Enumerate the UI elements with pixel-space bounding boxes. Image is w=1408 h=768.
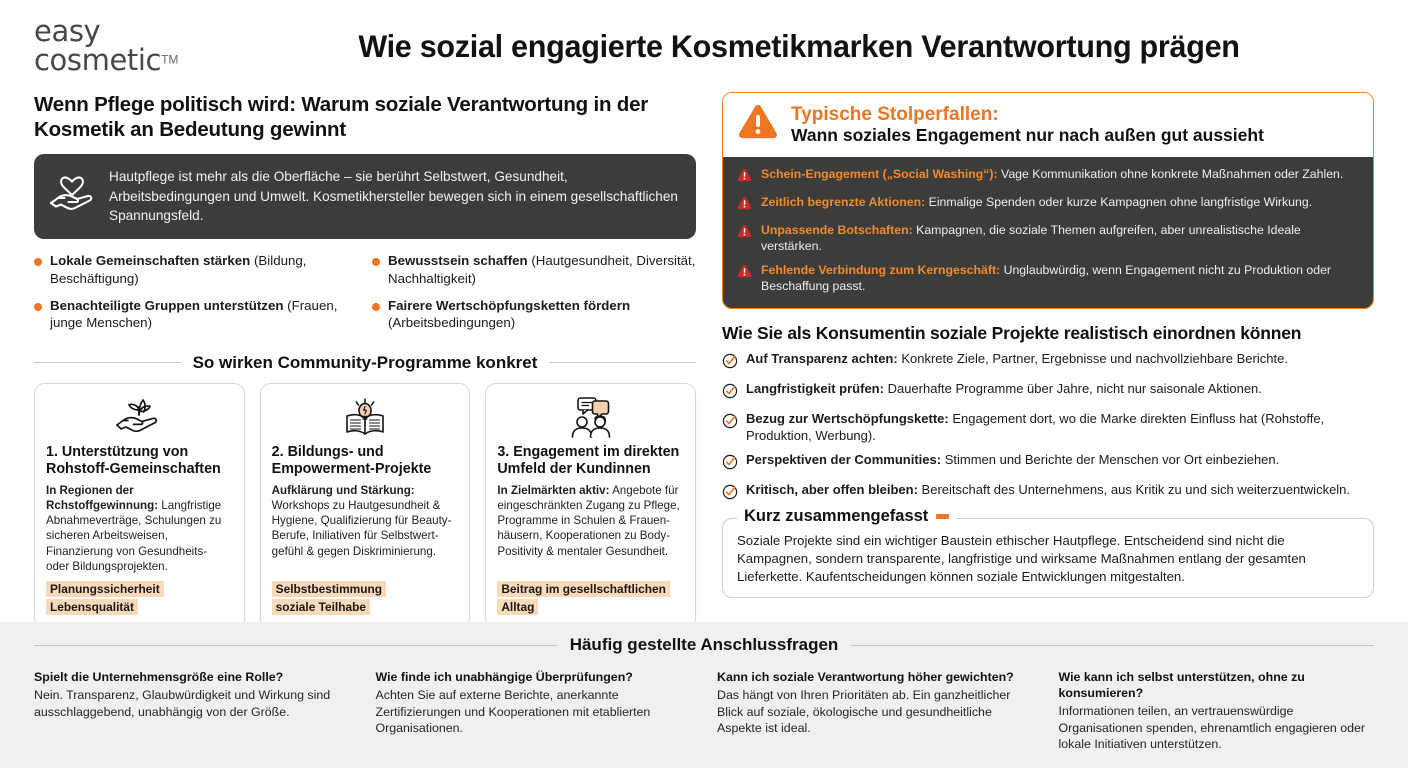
program-card-1 (34, 383, 245, 629)
list-item (737, 194, 1359, 215)
check-bold: Kritisch, aber offen bleiben: (746, 481, 918, 497)
pitfall-bold: Schein-Engagement („Social Washing“): (761, 167, 998, 181)
tag: Lebensqualität (46, 599, 138, 615)
list-item (722, 411, 1374, 445)
benefit-bullets-col-2 (372, 252, 696, 341)
alert-triangle-icon (737, 222, 752, 255)
faq-item (1059, 669, 1375, 753)
tag: Alltag (497, 599, 538, 615)
check-bold: Perspektiven der Communities: (746, 451, 942, 467)
program-card-tags (497, 580, 684, 618)
list-item (737, 262, 1359, 295)
list-item (722, 381, 1374, 404)
bullet-dot-icon (34, 258, 42, 266)
list-item (722, 482, 1374, 505)
program-cards (34, 383, 696, 629)
brand-trademark: TM (161, 52, 179, 67)
benefit-bullets (34, 252, 696, 341)
summary-legend-dash-icon (936, 514, 949, 519)
left-column (34, 92, 696, 616)
bullet-dot-icon (372, 258, 380, 266)
faq-question: Wie finde ich unabhängige Überprüfungen? (375, 670, 633, 684)
tag: Selbstbestimmung (272, 581, 386, 597)
content-area (0, 92, 1408, 616)
check-rest: Konkrete Ziele, Partner, Ergebnisse und nachvollziehbare Berichte. (901, 350, 1288, 366)
summary-legend (737, 507, 956, 526)
program-card-title: 1. Unterstützung von Rohstoff-Gemeinschaften (46, 443, 221, 478)
sprout-in-hand-icon (46, 394, 233, 440)
pitfalls-list (723, 157, 1373, 308)
list-item (34, 252, 358, 287)
check-rest: Bereitschaft des Unternehmens, aus Kritik zu und sich weiterzuentwickeln. (921, 481, 1351, 497)
program-card-tags (46, 580, 233, 618)
section-heading-community (34, 353, 696, 373)
bullet-rest: (Bildung, Beschäftigung) (50, 253, 307, 286)
program-card-text: Langfristige Abnahmeverträge, Schulungen zu sicheren Arbeitsweisen, Finanzierung von Gesundheits- oder Bildungsprojekten. (46, 499, 222, 573)
alert-triangle-icon (737, 262, 752, 295)
program-card-lead: In Regionen der Rchstoffgewinnung: (46, 484, 159, 513)
alert-triangle-icon (737, 166, 752, 187)
pitfalls-subtitle: Wann soziales Engagement nur nach außen gut aussieht (791, 125, 1264, 146)
section-heading-label: So wirken Community-Programme konkret (192, 352, 538, 372)
faq-item (34, 669, 350, 753)
bullet-bold: Bewusstsein schaffen (388, 253, 528, 269)
list-item (737, 222, 1359, 255)
check-rest: Engagement dort, wo die Marke direkten Einfluss hat (Rohstoffe, Produktion, Werbung). (746, 410, 1325, 443)
list-item (34, 297, 358, 332)
divider-right (549, 362, 696, 363)
tag: Beitrag im gesellschaftlichen (497, 581, 670, 597)
program-card-body (46, 483, 233, 573)
consumer-checklist (722, 351, 1374, 505)
bullet-bold: Lokale Gemeinschaften stärken (50, 253, 251, 269)
bullet-rest: (Arbeitsbedingungen) (388, 315, 516, 331)
program-card-lead: In Zielmärkten aktiv: (497, 484, 610, 498)
page-header (0, 0, 1408, 92)
faq-answer: Achten Sie auf externe Berichte, anerkannte Zertifizierungen und Kooperationen mit etablierten Organisationen. (375, 688, 651, 736)
faq-item (376, 669, 692, 753)
check-bold: Bezug zur Wertschöpfungskette: (746, 410, 949, 426)
program-card-2 (260, 383, 471, 629)
list-item (737, 166, 1359, 187)
check-circle-icon (722, 482, 738, 505)
program-card-body (272, 483, 459, 573)
program-card-text: Workshops zu Hautgesundheit & Hygiene, Qualifizierung für Beauty-Berufe, Iniliativen für Selbstwert-gefühl & gegen Diskriminierung. (271, 499, 452, 558)
check-circle-icon (722, 381, 738, 404)
check-bold: Auf Transparenz achten: (746, 350, 898, 366)
pitfall-rest: Kampagnen, die soziale Themen aufgreifen, aber unrealistische Ideale verstärken. (761, 223, 1301, 254)
tag: soziale Teilhabe (272, 599, 370, 615)
faq-question: Spielt die Unternehmensgröße eine Rolle? (34, 670, 284, 684)
program-card-title: 2. Bildungs- und Empowerment-Projekte (271, 443, 432, 478)
summary-text: Soziale Projekte sind ein wichtiger Baustein ethischer Hautpflege. Entscheidend sind nicht die Kampagnen, sondern transparente, langfristige und wirksame Maßnahmen entlang der gesamten Lieferkette. Kaufentscheidungen können soziale Entwicklungen mitgestalten. (737, 532, 1306, 585)
pitfall-rest: Unglaubwürdig, wenn Engagement nicht zu Produktion oder Beschaffung passt. (761, 262, 1332, 294)
faq-heading (34, 622, 1374, 655)
faq-answer: Informationen teilen, an vertrauenswürdige Organisationen spenden, ehrenamtlich engagieren oder lokale Initiativen unterstützen. (1058, 704, 1366, 752)
faq-section (0, 622, 1408, 768)
summary-legend-label: Kurz zusammengefasst (744, 506, 929, 525)
bullet-dot-icon (372, 303, 380, 311)
check-bold: Langfristigkeit prüfen: (746, 380, 884, 396)
list-item (722, 452, 1374, 475)
brand-logo-line2: cosmetic (34, 43, 162, 77)
check-rest: Stimmen und Berichte der Menschen vor Ort einbeziehen. (944, 451, 1280, 467)
book-lightbulb-icon (272, 394, 459, 440)
program-card-title: 3. Engagement im direkten Umfeld der Kundinnen (497, 443, 680, 478)
bullet-rest: (Frauen, junge Menschen) (50, 297, 338, 331)
program-card-3 (485, 383, 696, 629)
program-card-lead: Aufklärung und Stärkung: (271, 484, 415, 498)
program-card-tags (272, 580, 459, 618)
faq-answer: Das hängt von Ihren Prioritäten ab. Ein ganzheitlicher Blick auf soziale, ökologische und gesundheitliche Aspekte ist ideal. (717, 688, 1011, 736)
benefit-bullets-col-1 (34, 252, 358, 341)
right-column (722, 92, 1374, 616)
check-circle-icon (722, 351, 738, 374)
bullet-bold: Benachteiligte Gruppen unterstützen (50, 297, 284, 313)
divider-left (34, 645, 557, 646)
program-card-body (497, 483, 684, 573)
heart-in-hand-icon (48, 167, 96, 217)
page-title: Wie sozial engagierte Kosmetikmarken Verantwortung prägen (358, 27, 1240, 64)
bullet-dot-icon (34, 303, 42, 311)
pitfall-bold: Fehlende Verbindung zum Kerngeschäft: (761, 262, 1001, 277)
list-item (372, 252, 696, 287)
two-people-speech-icon (497, 394, 684, 440)
check-circle-icon (722, 411, 738, 445)
alert-triangle-icon (737, 194, 752, 215)
lead-heading: Wenn Pflege politisch wird: Warum soziale Verantwortung in der Kosmetik an Bedeutung gewinnt (34, 93, 649, 142)
pitfall-rest: Vage Kommunikation ohne konkrete Maßnahmen oder Zahlen. (1001, 167, 1344, 181)
intro-callout-text: Hautpflege ist mehr als die Oberfläche – sie berührt Selbstwert, Gesundheit, Arbeitsbedingungen und Umwelt. Kosmetikhersteller bewegen sich in einem gesellschaftlichen Spannungsfeld. (109, 169, 678, 223)
pitfall-rest: Einmalige Spenden oder kurze Kampagnen ohne langfristige Wirkung. (928, 195, 1313, 209)
faq-heading-label: Häufig gestellte Anschlussfragen (569, 635, 839, 654)
program-card-text: Angebote für eingeschränkten Zugang zu Pflege, Programme in Schulen & Frauen-häusern, Kooperationen zu Body-Positivity & mentaler Gesundheit. (497, 484, 680, 558)
list-item (722, 351, 1374, 374)
list-item (372, 297, 696, 332)
check-rest: Dauerhafte Programme über Jahre, nicht nur saisonale Aktionen. (887, 380, 1262, 396)
pitfalls-header (723, 93, 1373, 157)
divider-left (34, 362, 181, 363)
pitfalls-panel (722, 92, 1374, 309)
check-circle-icon (722, 452, 738, 475)
brand-logo-line1: easy (34, 14, 101, 48)
bullet-rest: (Hautgesundheit, Diversität, Nachhaltigkeit) (388, 253, 696, 286)
faq-question: Kann ich soziale Verantwortung höher gewichten? (717, 670, 1014, 684)
intro-callout (34, 154, 696, 239)
consumer-section-title: Wie Sie als Konsumentin soziale Projekte realistisch einordnen können (722, 322, 1302, 343)
warning-triangle-icon (736, 102, 780, 147)
faq-item (717, 669, 1033, 753)
tag: Planungssicherheit (46, 581, 164, 597)
pitfall-bold: Zeitlich begrenzte Aktionen: (761, 195, 926, 209)
divider-right (851, 645, 1374, 646)
brand-logo (34, 14, 224, 77)
summary-panel (722, 506, 1374, 599)
pitfall-bold: Unpassende Botschaften: (761, 223, 913, 237)
faq-grid (34, 669, 1374, 753)
faq-question: Wie kann ich selbst unterstützen, ohne zu konsumieren? (1058, 670, 1305, 701)
pitfalls-title: Typische Stolperfallen: (791, 103, 999, 125)
bullet-bold: Fairere Wertschöpfungsketten fördern (388, 297, 631, 313)
faq-answer: Nein. Transparenz, Glaubwürdigkeit und Wirkung sind ausschlaggebend, unabhängig von der Größe. (34, 688, 331, 719)
